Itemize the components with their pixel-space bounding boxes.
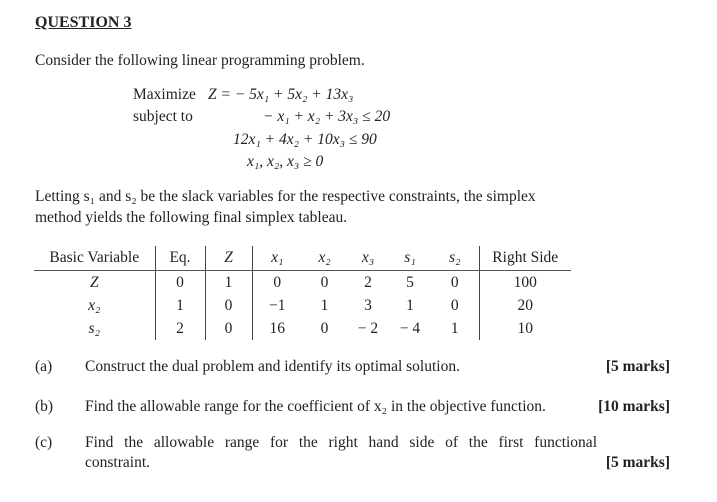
part-c-marks: [5 marks] xyxy=(605,454,670,471)
intro-text: Consider the following linear programming problem. xyxy=(35,52,365,69)
header-x3: x₃ xyxy=(347,246,389,271)
cell: 1 xyxy=(320,296,329,314)
cell: −1 xyxy=(269,296,286,314)
header-s1: s₁ xyxy=(389,246,431,271)
header-s2: s₂ xyxy=(431,246,479,271)
header-right-side: Right Side xyxy=(479,246,571,271)
cell: 0 xyxy=(431,294,479,317)
cell: 0 xyxy=(155,271,205,295)
cell: − 2 xyxy=(357,319,379,337)
objective-label: Maximize xyxy=(133,86,196,103)
cell: 0 xyxy=(205,294,252,317)
cell: 16 xyxy=(269,319,285,337)
cell: 5 xyxy=(406,273,414,291)
table-row xyxy=(34,294,571,317)
constraint-2: 12x₁ + 4x₂ + 10x₃ ≤ 90 xyxy=(233,131,377,148)
cell: 0 xyxy=(320,273,329,291)
cell: 1 xyxy=(205,271,252,295)
cell: 3 xyxy=(364,296,372,314)
cell: 1 xyxy=(406,296,414,314)
tableau-header-row xyxy=(34,246,571,271)
cell: 100 xyxy=(513,273,537,291)
part-a-text: Construct the dual problem and identify its optimal solution. xyxy=(85,358,460,375)
header-x2: x₂ xyxy=(302,246,347,271)
part-a-label: (a) xyxy=(35,358,53,375)
paragraph-line-1: Letting s₁ and s₂ be the slack variables for the respective constraints, the simplex xyxy=(35,188,536,205)
part-b-label: (b) xyxy=(35,398,54,415)
part-b-text: Find the allowable range for the coefficient of x₂ in the objective function. xyxy=(85,398,546,415)
cell: 2 xyxy=(155,317,205,340)
constraint-1: − x₁ + x₂ + 3x₃ ≤ 20 xyxy=(263,108,391,125)
cell: 0 xyxy=(205,317,252,340)
cell: 0 xyxy=(273,273,282,291)
table-row xyxy=(34,317,571,340)
cell-basic: s₂ xyxy=(34,317,155,340)
cell: 1 xyxy=(431,317,479,340)
cell: 0 xyxy=(320,319,329,337)
cell: 1 xyxy=(155,294,205,317)
cell-basic: Z xyxy=(34,271,155,295)
part-c-text: Find the allowable range for the right hand side of the first functional xyxy=(85,434,597,451)
cell-basic: x₂ xyxy=(34,294,155,317)
nonnegativity-constraint: x₁, x₂, x₃ ≥ 0 xyxy=(247,153,324,170)
cell: 0 xyxy=(431,271,479,295)
part-b-marks: [10 marks] xyxy=(598,398,670,415)
subject-to-label: subject to xyxy=(133,108,193,125)
table-row xyxy=(34,271,571,295)
part-a-marks: [5 marks] xyxy=(605,358,670,375)
cell: 2 xyxy=(364,273,372,291)
part-c-label: (c) xyxy=(35,434,53,451)
simplex-tableau xyxy=(34,246,571,340)
header-basic-variable: Basic Variable xyxy=(34,246,155,271)
cell: 10 xyxy=(517,319,533,337)
part-c-text-continued: constraint. xyxy=(85,454,150,471)
header-eq: Eq. xyxy=(155,246,205,271)
paragraph-line-2: method yields the following final simplex tableau. xyxy=(35,209,348,226)
header-x1: x₁ xyxy=(252,246,302,271)
question-heading: QUESTION 3 xyxy=(35,14,132,31)
header-z: Z xyxy=(205,246,252,271)
cell: − 4 xyxy=(399,319,421,337)
objective-function: Z = − 5x₁ + 5x₂ + 13x₃ xyxy=(208,86,354,103)
cell: 20 xyxy=(517,296,533,314)
